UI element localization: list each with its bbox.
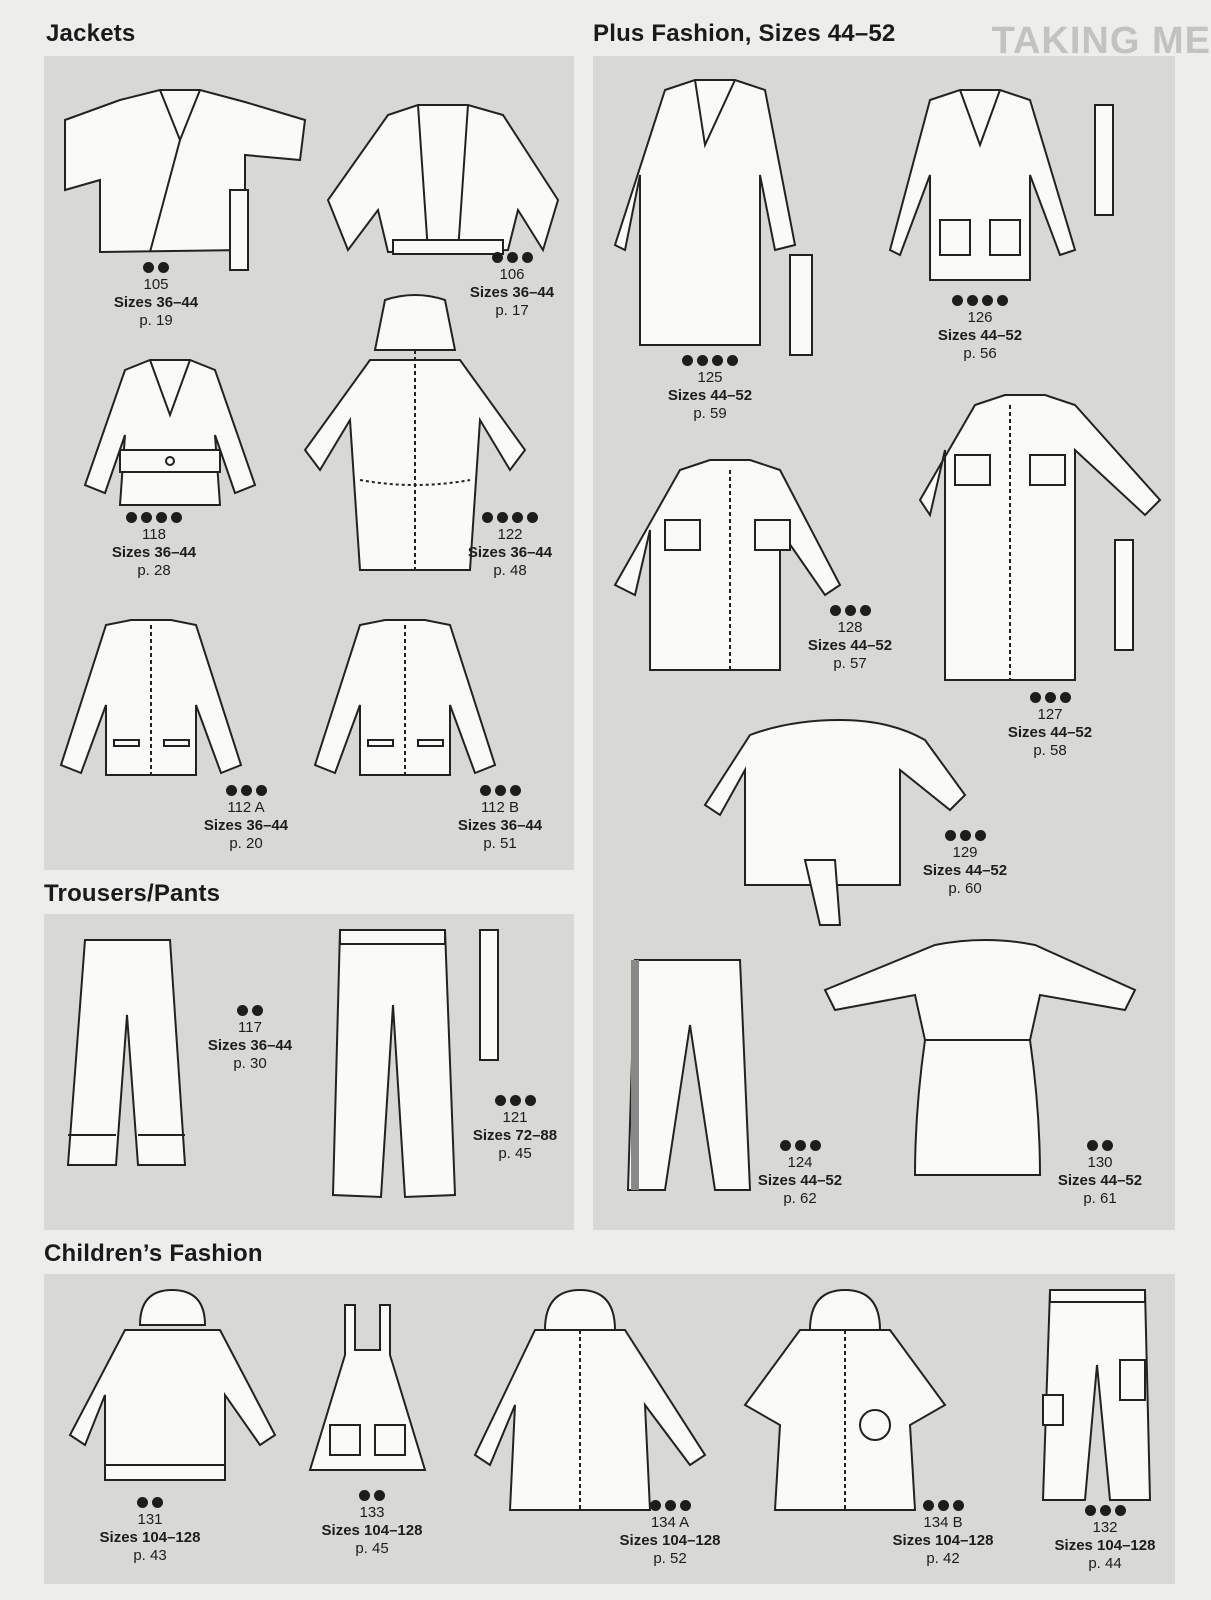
pattern-number: 131 bbox=[137, 1511, 163, 1528]
size-range: Sizes 104–128 bbox=[321, 1522, 423, 1539]
pattern-label-105[interactable] bbox=[96, 262, 216, 330]
coat-sketch bbox=[735, 1285, 975, 1525]
difficulty-dots bbox=[878, 1500, 1008, 1514]
difficulty-dots bbox=[90, 1497, 210, 1511]
difficulty-dots bbox=[985, 692, 1115, 706]
page-ref: p. 58 bbox=[1033, 742, 1067, 759]
pants-sketch bbox=[60, 935, 195, 1175]
jacket-sketch bbox=[56, 615, 246, 790]
pattern-number: 127 bbox=[1037, 706, 1063, 723]
pattern-number: 133 bbox=[359, 1504, 385, 1521]
pattern-label-121[interactable] bbox=[455, 1095, 575, 1163]
pattern-label-133[interactable] bbox=[307, 1490, 437, 1558]
page-ref: p. 45 bbox=[498, 1145, 532, 1162]
pattern-label-126[interactable] bbox=[915, 295, 1045, 363]
bleed-through-text: TAKING ME bbox=[991, 20, 1211, 62]
jacket-sketch bbox=[310, 615, 500, 790]
page-ref: p. 43 bbox=[133, 1547, 167, 1564]
page-ref: p. 60 bbox=[948, 880, 982, 897]
page-ref: p. 28 bbox=[137, 562, 171, 579]
difficulty-dots bbox=[450, 512, 570, 526]
section-title-plus-fashion: Plus Fashion, Sizes 44–52 bbox=[593, 20, 896, 47]
page-ref: p. 51 bbox=[483, 835, 517, 852]
difficulty-dots bbox=[94, 512, 214, 526]
size-range: Sizes 36–44 bbox=[207, 1037, 293, 1054]
page-ref: p. 52 bbox=[653, 1550, 687, 1567]
size-range: Sizes 104–128 bbox=[892, 1532, 994, 1549]
pattern-number: 121 bbox=[502, 1109, 528, 1126]
page-ref: p. 48 bbox=[493, 562, 527, 579]
size-range: Sizes 44–52 bbox=[757, 1172, 843, 1189]
difficulty-dots bbox=[790, 605, 910, 619]
pattern-label-112a[interactable] bbox=[186, 785, 306, 853]
section-title-childrens-fashion: Children’s Fashion bbox=[44, 1240, 263, 1267]
size-range: Sizes 36–44 bbox=[113, 294, 199, 311]
size-range: Sizes 36–44 bbox=[111, 544, 197, 561]
difficulty-dots bbox=[650, 355, 770, 369]
size-range: Sizes 36–44 bbox=[469, 284, 555, 301]
size-range: Sizes 104–128 bbox=[619, 1532, 721, 1549]
hoodie-sketch bbox=[65, 1285, 280, 1490]
pattern-number: 112 A bbox=[227, 799, 265, 816]
pattern-label-134b[interactable] bbox=[878, 1500, 1008, 1568]
pinafore-sketch bbox=[305, 1300, 430, 1480]
size-range: Sizes 44–52 bbox=[807, 637, 893, 654]
page-ref: p. 57 bbox=[833, 655, 867, 672]
coat-sketch bbox=[465, 1285, 715, 1525]
pattern-number: 132 bbox=[1092, 1519, 1118, 1536]
page-ref: p. 20 bbox=[229, 835, 263, 852]
difficulty-dots bbox=[1040, 1140, 1160, 1154]
pattern-number: 129 bbox=[952, 844, 978, 861]
page-ref: p. 44 bbox=[1088, 1555, 1122, 1572]
pattern-number: 117 bbox=[238, 1019, 262, 1036]
pattern-number: 112 B bbox=[480, 799, 520, 816]
size-range: Sizes 36–44 bbox=[203, 817, 289, 834]
page-ref: p. 61 bbox=[1083, 1190, 1117, 1207]
size-range: Sizes 44–52 bbox=[922, 862, 1008, 879]
pattern-label-118[interactable] bbox=[94, 512, 214, 580]
page-ref: p. 62 bbox=[783, 1190, 817, 1207]
pattern-label-117[interactable] bbox=[190, 1005, 310, 1073]
pattern-number: 134 A bbox=[650, 1514, 690, 1531]
pattern-number: 134 B bbox=[923, 1514, 963, 1531]
pattern-number: 125 bbox=[697, 369, 723, 386]
pattern-label-125[interactable] bbox=[650, 355, 770, 423]
page-ref: p. 59 bbox=[693, 405, 727, 422]
pattern-number: 128 bbox=[837, 619, 863, 636]
jacket-sketch bbox=[60, 80, 310, 280]
page-ref: p. 30 bbox=[233, 1055, 267, 1072]
size-range: Sizes 44–52 bbox=[1057, 1172, 1143, 1189]
coat-sketch bbox=[610, 75, 850, 375]
difficulty-dots bbox=[186, 785, 306, 799]
difficulty-dots bbox=[307, 1490, 437, 1504]
size-range: Sizes 104–128 bbox=[1054, 1537, 1156, 1554]
difficulty-dots bbox=[455, 1095, 575, 1109]
section-title-trousers: Trousers/Pants bbox=[44, 880, 221, 907]
difficulty-dots bbox=[440, 785, 560, 799]
page-ref: p. 42 bbox=[926, 1550, 960, 1567]
pattern-number: 106 bbox=[499, 266, 525, 283]
page-ref: p. 19 bbox=[139, 312, 173, 329]
jacket-sketch bbox=[885, 85, 1165, 295]
pattern-label-122[interactable] bbox=[450, 512, 570, 580]
pattern-number: 124 bbox=[787, 1154, 813, 1171]
size-range: Sizes 36–44 bbox=[457, 817, 543, 834]
jacket-sketch bbox=[80, 355, 260, 515]
size-range: Sizes 36–44 bbox=[467, 544, 553, 561]
pattern-label-128[interactable] bbox=[790, 605, 910, 673]
pants-sketch bbox=[325, 925, 528, 1215]
pattern-label-129[interactable] bbox=[900, 830, 1030, 898]
difficulty-dots bbox=[96, 262, 216, 276]
size-range: Sizes 44–52 bbox=[667, 387, 753, 404]
pants-sketch bbox=[1035, 1285, 1160, 1510]
section-title-jackets: Jackets bbox=[46, 20, 136, 47]
pattern-number: 130 bbox=[1087, 1154, 1113, 1171]
pattern-number: 118 bbox=[142, 526, 166, 543]
difficulty-dots bbox=[452, 252, 572, 266]
difficulty-dots bbox=[900, 830, 1030, 844]
pattern-label-132[interactable] bbox=[1040, 1505, 1170, 1573]
size-range: Sizes 104–128 bbox=[99, 1529, 201, 1546]
pattern-label-131[interactable] bbox=[90, 1497, 210, 1565]
difficulty-dots bbox=[190, 1005, 310, 1019]
pattern-number: 126 bbox=[967, 309, 993, 326]
jacket-sketch bbox=[318, 100, 568, 260]
difficulty-dots bbox=[915, 295, 1045, 309]
size-range: Sizes 44–52 bbox=[1007, 724, 1093, 741]
pattern-number: 122 bbox=[497, 526, 523, 543]
pattern-label-134a[interactable] bbox=[605, 1500, 735, 1568]
size-range: Sizes 44–52 bbox=[937, 327, 1023, 344]
page-ref: p. 56 bbox=[963, 345, 997, 362]
difficulty-dots bbox=[1040, 1505, 1170, 1519]
pattern-label-127[interactable] bbox=[985, 692, 1115, 760]
shirt-sketch bbox=[915, 390, 1165, 690]
size-range: Sizes 72–88 bbox=[472, 1127, 558, 1144]
page-ref: p. 45 bbox=[355, 1540, 389, 1557]
page-ref: p. 17 bbox=[495, 302, 529, 319]
pattern-number: 105 bbox=[143, 276, 169, 293]
pattern-label-130[interactable] bbox=[1040, 1140, 1160, 1208]
difficulty-dots bbox=[605, 1500, 735, 1514]
pattern-label-112b[interactable] bbox=[440, 785, 560, 853]
